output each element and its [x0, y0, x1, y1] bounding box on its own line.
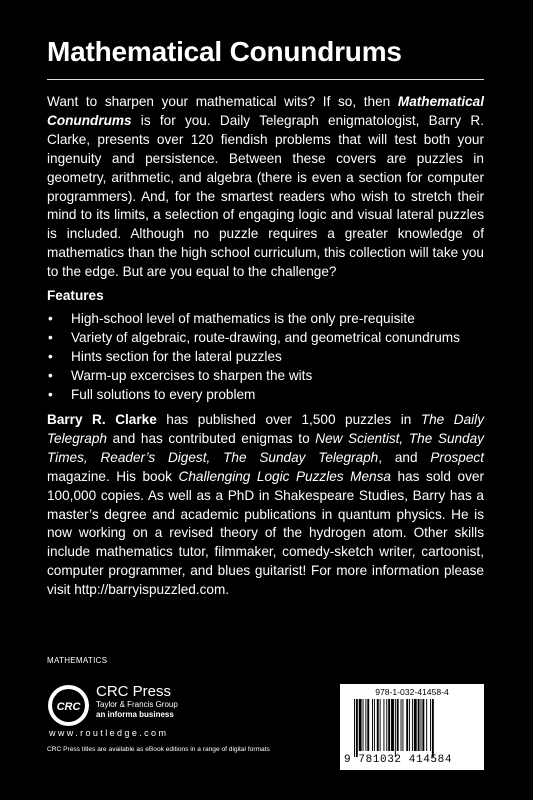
barcode-bar — [422, 699, 424, 751]
barcode-bar — [380, 699, 381, 751]
bio-text-2: and has contributed enigmas to — [106, 430, 316, 446]
bio-italic-4: Challenging Logic Puzzles Mensa — [178, 468, 391, 484]
feature-item: • Warm-up excercises to sharpen the wits — [47, 367, 460, 386]
barcode-bar — [395, 699, 396, 757]
author-name: Barry R. Clarke — [47, 412, 157, 427]
barcode-bar — [374, 699, 375, 751]
barcode-bar — [426, 699, 427, 751]
barcode-bar — [356, 699, 358, 757]
crc-logo-icon — [47, 684, 90, 727]
publisher-business: an informa business — [96, 710, 174, 719]
description-book-title: Mathematical Conundrums — [47, 94, 484, 128]
barcode-bar — [406, 699, 408, 751]
bio-text-4: magazine. His book — [47, 468, 179, 484]
bio-text-1: has published over 1,500 puzzles in — [156, 412, 421, 427]
barcode-bar — [421, 699, 422, 751]
barcode-bar — [388, 699, 390, 751]
book-title: Mathematical Conundrums — [47, 36, 402, 67]
barcode — [340, 684, 484, 770]
description-rest: is for you. Daily Telegraph enigmatologist, Barry R. Clarke, presents over 120 fiendish problems that will test both your ingenuity and persistence. Between these covers are puzzles in geometry, arithmetic, and algebra (there is even a section for computer programmers). And, for the smartest readers who wish to stretch their mind to its limits, a selection of engaging logic and visual lateral puzzles is included. Although no puzzle requires a greater knowledge of mathematics than the high school curriculum, this collection will take you to the edge. But are you equal to the challenge? — [47, 112, 484, 280]
crc-logo-text: CRC — [56, 701, 81, 713]
barcode-bar — [359, 699, 362, 751]
feature-item: • Hints section for the lateral puzzles — [47, 348, 460, 367]
features-list — [47, 310, 460, 405]
barcode-bar — [354, 699, 355, 757]
barcode-bar — [397, 699, 399, 751]
category-label: MATHEMATICS — [47, 656, 108, 665]
barcode-bar — [402, 699, 403, 751]
publisher-url: www.routledge.com — [49, 728, 169, 738]
features-heading: Features — [47, 288, 104, 303]
barcode-bar — [386, 699, 387, 751]
barcode-bar — [412, 699, 413, 751]
title-divider — [47, 79, 484, 80]
isbn-label: 978-1-032-41458-4 — [375, 687, 449, 697]
barcode-bar — [383, 699, 384, 751]
barcode-bar — [377, 699, 379, 751]
feature-item: • High-school level of mathematics is the only pre-requisite — [47, 310, 460, 329]
bio-text-3: , and — [378, 449, 431, 465]
ebook-note: CRC Press titles are available as eBook editions in a range of digital formats — [47, 746, 270, 753]
barcode-bar — [363, 699, 364, 751]
barcode-bar — [391, 699, 394, 751]
publisher-block — [96, 683, 178, 720]
feature-item: • Variety of algebraic, route-drawing, and geometrical conundrums — [47, 329, 460, 348]
barcode-bar — [365, 699, 366, 751]
barcode-bar — [414, 699, 417, 751]
barcode-bar — [367, 699, 369, 751]
bio-italic-2: New Scientist, The Sunday Times, Reader’s Digest, The Sunday Telegraph — [47, 430, 484, 465]
barcode-bar — [409, 699, 410, 751]
bio-text-5: has sold over 100,000 copies. As well as a PhD in Shakespeare Studies, Barry has a master’s degree and academic publications in quantum physics. He is now working on a revised theory of the hydrogen atom. Other skills include mathematics tutor, filmmaker, comedy-sketch writer, cartoonist, computer programmer, and blues guitarist! For more information please visit http://barryispuzzled.com. — [47, 468, 484, 598]
barcode-bars — [354, 699, 472, 757]
author-bio — [47, 411, 484, 600]
description-lead: Want to sharpen your mathematical wits? If so, then — [47, 94, 398, 109]
feature-item: • Full solutions to every problem — [47, 386, 460, 405]
barcode-bar — [432, 699, 434, 757]
barcode-bar — [401, 699, 402, 751]
barcode-bar — [430, 699, 431, 751]
barcode-bar — [418, 699, 420, 751]
description — [47, 93, 484, 282]
publisher-group: Taylor & Francis Group — [96, 700, 178, 709]
barcode-bar — [372, 699, 373, 751]
bio-italic-1: The Daily Telegraph — [47, 412, 484, 446]
barcode-digits: 9 781032 414584 — [344, 754, 453, 766]
publisher-name: CRC Press — [96, 683, 172, 700]
bio-italic-3: Prospect — [430, 449, 484, 465]
